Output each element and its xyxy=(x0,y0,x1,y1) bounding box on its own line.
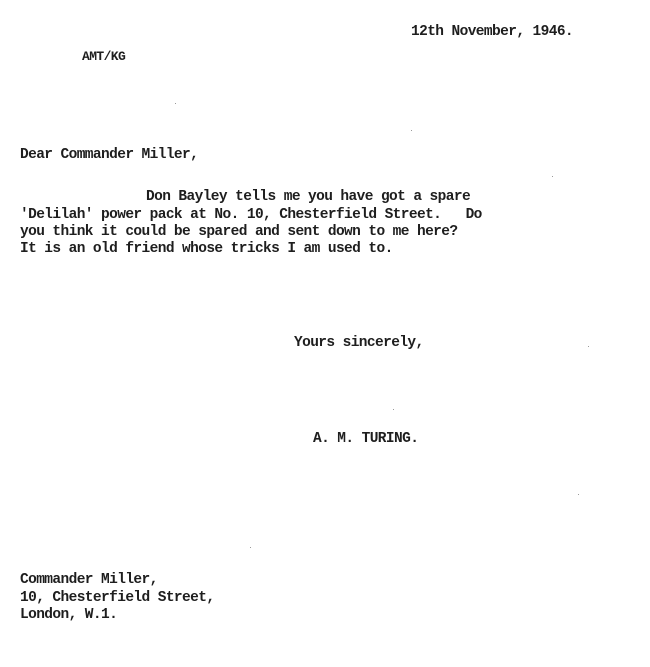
address-line: London, W.1. xyxy=(20,607,118,623)
body-line: It is an old friend whose tricks I am used to. xyxy=(20,241,393,257)
paper-speck xyxy=(588,346,589,347)
signature: A. M. TURING. xyxy=(313,431,419,447)
address-line: 10, Chesterfield Street, xyxy=(20,590,215,606)
body-line: Don Bayley tells me you have got a spare xyxy=(146,189,471,205)
body-line: you think it could be spared and sent down to me here? xyxy=(20,224,458,240)
letter-body xyxy=(0,119,650,257)
letter-date: 12th November, 1946. xyxy=(411,24,574,40)
paper-speck xyxy=(552,176,553,177)
address-line: Commander Miller, xyxy=(20,572,158,588)
closing: Yours sincerely, xyxy=(294,335,424,351)
paper-speck xyxy=(175,103,176,104)
paper-speck xyxy=(393,409,394,410)
salutation: Dear Commander Miller, xyxy=(20,147,199,163)
reference-code: AMT/KG xyxy=(82,49,126,64)
paper-speck xyxy=(578,494,579,495)
paper-speck xyxy=(411,130,412,131)
paper-speck xyxy=(250,547,251,548)
body-line: 'Delilah' power pack at No. 10, Chesterfield Street. Do xyxy=(20,207,482,223)
